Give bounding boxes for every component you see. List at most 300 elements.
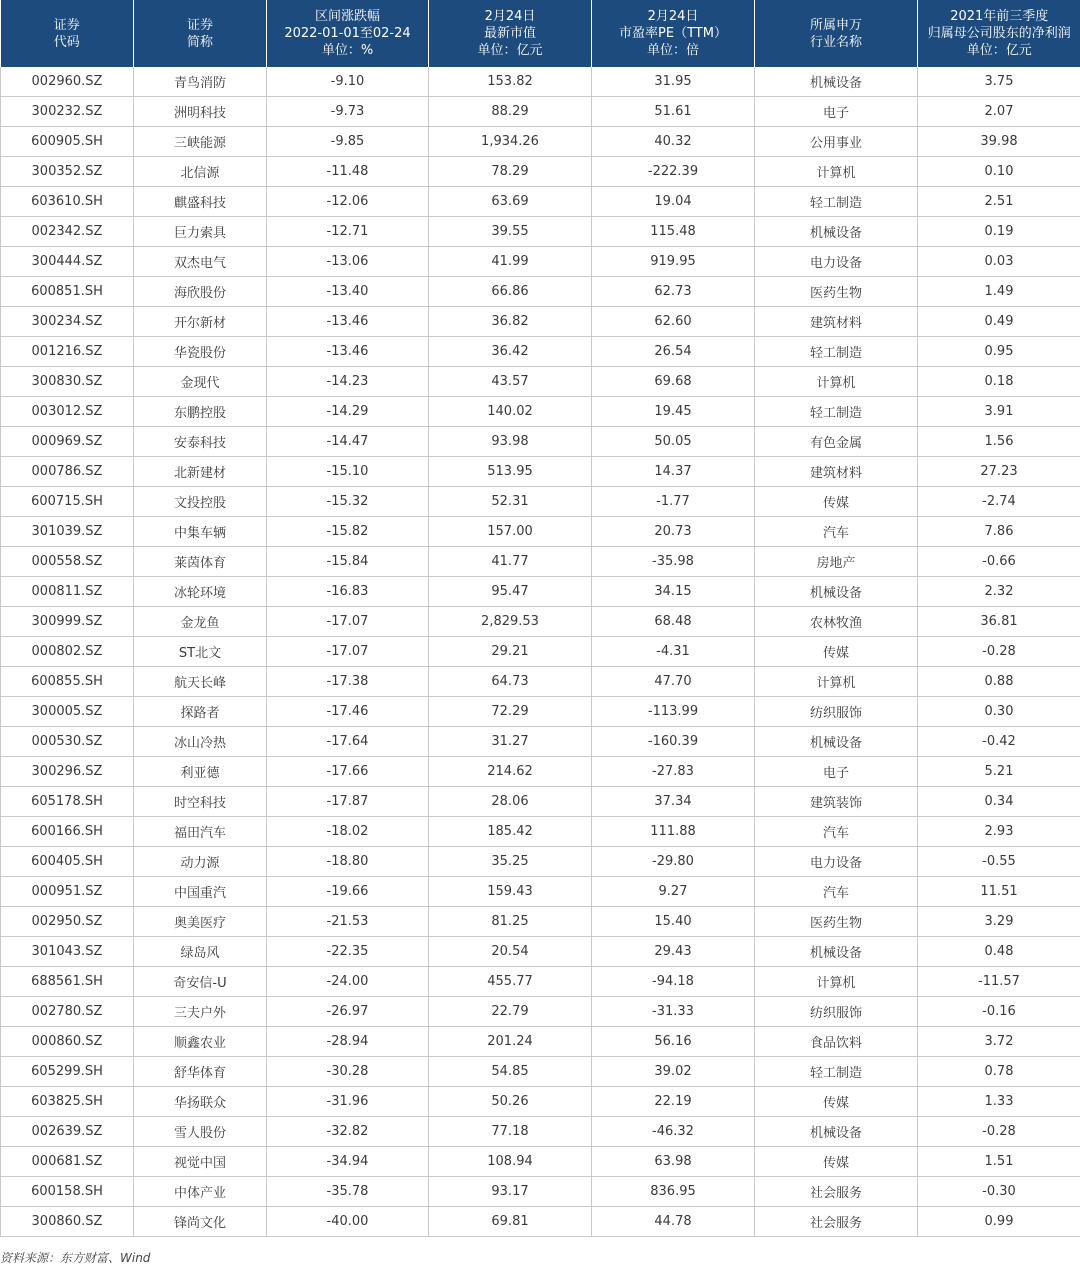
table-cell: 北新建材 <box>134 457 267 487</box>
table-cell: 机械设备 <box>755 217 918 247</box>
table-cell: 传媒 <box>755 487 918 517</box>
table-cell: -17.07 <box>267 637 429 667</box>
table-row <box>1 97 1080 127</box>
table-cell: -15.82 <box>267 517 429 547</box>
table-cell: -17.87 <box>267 787 429 817</box>
table-cell: 29.21 <box>429 637 592 667</box>
table-cell: 63.98 <box>592 1147 755 1177</box>
table-cell: 50.05 <box>592 427 755 457</box>
table-cell: 78.29 <box>429 157 592 187</box>
table-cell: -18.80 <box>267 847 429 877</box>
table-cell: 000811.SZ <box>1 577 134 607</box>
table-cell: 舒华体育 <box>134 1057 267 1087</box>
table-cell: 轻工制造 <box>755 187 918 217</box>
table-cell: 185.42 <box>429 817 592 847</box>
header-line: 归属母公司股东的净利润 <box>927 26 1071 41</box>
table-cell: -13.06 <box>267 247 429 277</box>
table-cell: -0.42 <box>918 727 1080 757</box>
table-cell: -9.73 <box>267 97 429 127</box>
table-cell: -12.06 <box>267 187 429 217</box>
table-cell: 41.77 <box>429 547 592 577</box>
table-cell: 汽车 <box>755 877 918 907</box>
header-line: 2021年前三季度 <box>950 9 1049 24</box>
table-cell: 159.43 <box>429 877 592 907</box>
table-cell: -94.18 <box>592 967 755 997</box>
table-cell: 2.32 <box>918 577 1080 607</box>
table-cell: 300860.SZ <box>1 1207 134 1237</box>
header-line: 2月24日 <box>647 9 699 24</box>
table-cell: 电子 <box>755 757 918 787</box>
table-cell: 28.06 <box>429 787 592 817</box>
table-cell: -15.32 <box>267 487 429 517</box>
table-cell: 62.73 <box>592 277 755 307</box>
table-row <box>1 607 1080 637</box>
table-cell: 金现代 <box>134 367 267 397</box>
table-row <box>1 1177 1080 1207</box>
table-cell: 机械设备 <box>755 67 918 97</box>
header-line: 单位：倍 <box>646 43 699 58</box>
table-cell: -24.00 <box>267 967 429 997</box>
table-cell: 社会服务 <box>755 1207 918 1237</box>
table-cell: 201.24 <box>429 1027 592 1057</box>
table-cell: 47.70 <box>592 667 755 697</box>
table-row <box>1 457 1080 487</box>
table-cell: -46.32 <box>592 1117 755 1147</box>
table-cell: 1.51 <box>918 1147 1080 1177</box>
table-body <box>1 67 1080 1237</box>
table-row <box>1 1027 1080 1057</box>
table-cell: 35.25 <box>429 847 592 877</box>
table-cell: 有色金属 <box>755 427 918 457</box>
table-cell: 锋尚文化 <box>134 1207 267 1237</box>
table-cell: 0.18 <box>918 367 1080 397</box>
table-cell: 食品饮料 <box>755 1027 918 1057</box>
table-cell: 机械设备 <box>755 1117 918 1147</box>
table-cell: 600158.SH <box>1 1177 134 1207</box>
table-cell: 37.34 <box>592 787 755 817</box>
table-cell: 600715.SH <box>1 487 134 517</box>
table-cell: 0.88 <box>918 667 1080 697</box>
table-cell: -34.94 <box>267 1147 429 1177</box>
table-cell: -0.28 <box>918 637 1080 667</box>
table-cell: 0.34 <box>918 787 1080 817</box>
table-cell: 3.29 <box>918 907 1080 937</box>
column-header <box>918 0 1080 67</box>
table-row <box>1 757 1080 787</box>
table-row <box>1 427 1080 457</box>
table-cell: -22.35 <box>267 937 429 967</box>
table-cell: -18.02 <box>267 817 429 847</box>
table-cell: 绿岛风 <box>134 937 267 967</box>
table-cell: 视觉中国 <box>134 1147 267 1177</box>
table-cell: 153.82 <box>429 67 592 97</box>
table-cell: 000951.SZ <box>1 877 134 907</box>
table-cell: 600855.SH <box>1 667 134 697</box>
table-cell: 56.16 <box>592 1027 755 1057</box>
table-cell: 300296.SZ <box>1 757 134 787</box>
table-cell: 计算机 <box>755 367 918 397</box>
table-cell: 688561.SH <box>1 967 134 997</box>
table-cell: 传媒 <box>755 1147 918 1177</box>
table-cell: 洲明科技 <box>134 97 267 127</box>
table-row <box>1 547 1080 577</box>
table-cell: 0.49 <box>918 307 1080 337</box>
table-cell: 002950.SZ <box>1 907 134 937</box>
table-cell: 社会服务 <box>755 1177 918 1207</box>
table-cell: 电力设备 <box>755 847 918 877</box>
table-row <box>1 1147 1080 1177</box>
header-line: 最新市值 <box>483 26 536 41</box>
table-cell: 214.62 <box>429 757 592 787</box>
table-cell: 31.27 <box>429 727 592 757</box>
table-cell: 93.98 <box>429 427 592 457</box>
table-row <box>1 517 1080 547</box>
table-cell: -19.66 <box>267 877 429 907</box>
source-note: 资料来源：东方财富、Wind <box>0 1251 151 1265</box>
table-cell: -17.64 <box>267 727 429 757</box>
table-cell: 19.45 <box>592 397 755 427</box>
table-cell: -15.84 <box>267 547 429 577</box>
table-cell: 农林牧渔 <box>755 607 918 637</box>
table-cell: 93.17 <box>429 1177 592 1207</box>
table-cell: 27.23 <box>918 457 1080 487</box>
table-cell: -13.40 <box>267 277 429 307</box>
column-header <box>592 0 755 67</box>
table-cell: 纺织服饰 <box>755 697 918 727</box>
table-cell: -17.38 <box>267 667 429 697</box>
table-cell: 利亚德 <box>134 757 267 787</box>
table-cell: 88.29 <box>429 97 592 127</box>
table-cell: 50.26 <box>429 1087 592 1117</box>
table-cell: -32.82 <box>267 1117 429 1147</box>
table-row <box>1 697 1080 727</box>
table-cell: -29.80 <box>592 847 755 877</box>
table-cell: 中体产业 <box>134 1177 267 1207</box>
table-cell: 300444.SZ <box>1 247 134 277</box>
header-line: 2月24日 <box>484 9 536 24</box>
table-cell: 7.86 <box>918 517 1080 547</box>
header-line: 所属申万 <box>809 17 862 33</box>
table-row <box>1 787 1080 817</box>
table-cell: 455.77 <box>429 967 592 997</box>
table-cell: -2.74 <box>918 487 1080 517</box>
table-cell: -15.10 <box>267 457 429 487</box>
table-cell: 机械设备 <box>755 937 918 967</box>
table-cell: 140.02 <box>429 397 592 427</box>
table-cell: 000786.SZ <box>1 457 134 487</box>
table-cell: 雪人股份 <box>134 1117 267 1147</box>
table-row <box>1 127 1080 157</box>
table-cell: 麒盛科技 <box>134 187 267 217</box>
table-cell: 公用事业 <box>755 127 918 157</box>
table-cell: -1.77 <box>592 487 755 517</box>
table-cell: -31.33 <box>592 997 755 1027</box>
table-cell: 22.19 <box>592 1087 755 1117</box>
table-cell: -11.48 <box>267 157 429 187</box>
table-cell: 44.78 <box>592 1207 755 1237</box>
table-cell: 传媒 <box>755 1087 918 1117</box>
table-cell: 北信源 <box>134 157 267 187</box>
table-row <box>1 1087 1080 1117</box>
table-cell: 26.54 <box>592 337 755 367</box>
table-header <box>1 0 1080 67</box>
table-cell: 0.78 <box>918 1057 1080 1087</box>
table-row <box>1 397 1080 427</box>
table-row <box>1 1057 1080 1087</box>
table-cell: 836.95 <box>592 1177 755 1207</box>
table-cell: -30.28 <box>267 1057 429 1087</box>
table-cell: 72.29 <box>429 697 592 727</box>
table-cell: 2.07 <box>918 97 1080 127</box>
table-cell: 64.73 <box>429 667 592 697</box>
table-cell: -21.53 <box>267 907 429 937</box>
table-cell: 机械设备 <box>755 727 918 757</box>
table-row <box>1 307 1080 337</box>
table-cell: 51.61 <box>592 97 755 127</box>
table-cell: 002780.SZ <box>1 997 134 1027</box>
header-line: 单位：亿元 <box>477 43 543 58</box>
table-cell: 纺织服饰 <box>755 997 918 1027</box>
table-cell: 汽车 <box>755 817 918 847</box>
table-cell: -17.07 <box>267 607 429 637</box>
table-cell: -17.46 <box>267 697 429 727</box>
table-cell: 300234.SZ <box>1 307 134 337</box>
table-cell: -14.29 <box>267 397 429 427</box>
table-cell: -28.94 <box>267 1027 429 1057</box>
table-row <box>1 247 1080 277</box>
table-cell: 605299.SH <box>1 1057 134 1087</box>
table-cell: 电力设备 <box>755 247 918 277</box>
table-row <box>1 157 1080 187</box>
table-cell: 电子 <box>755 97 918 127</box>
table-cell: 中国重汽 <box>134 877 267 907</box>
table-cell: 605178.SH <box>1 787 134 817</box>
table-cell: 000802.SZ <box>1 637 134 667</box>
table-row <box>1 367 1080 397</box>
table-cell: 东鹏控股 <box>134 397 267 427</box>
table-cell: 计算机 <box>755 157 918 187</box>
table-cell: 航天长峰 <box>134 667 267 697</box>
table-cell: 003012.SZ <box>1 397 134 427</box>
table-cell: 115.48 <box>592 217 755 247</box>
column-header <box>429 0 592 67</box>
column-header <box>755 0 918 67</box>
table-cell: 002960.SZ <box>1 67 134 97</box>
table-cell: 动力源 <box>134 847 267 877</box>
table-cell: -9.10 <box>267 67 429 97</box>
table-cell: 11.51 <box>918 877 1080 907</box>
table-cell: -0.66 <box>918 547 1080 577</box>
table-cell: -9.85 <box>267 127 429 157</box>
table-cell: 14.37 <box>592 457 755 487</box>
table-cell: 0.30 <box>918 697 1080 727</box>
table-cell: 轻工制造 <box>755 337 918 367</box>
table-cell: -0.16 <box>918 997 1080 1027</box>
table-cell: 36.42 <box>429 337 592 367</box>
table-cell: 43.57 <box>429 367 592 397</box>
table-cell: -14.23 <box>267 367 429 397</box>
table-row <box>1 487 1080 517</box>
table-cell: 39.02 <box>592 1057 755 1087</box>
table-row <box>1 877 1080 907</box>
table-cell: 0.95 <box>918 337 1080 367</box>
table-cell: 时空科技 <box>134 787 267 817</box>
table-cell: -12.71 <box>267 217 429 247</box>
table-cell: 513.95 <box>429 457 592 487</box>
table-cell: 002639.SZ <box>1 1117 134 1147</box>
table-cell: 1.33 <box>918 1087 1080 1117</box>
table-cell: 建筑装饰 <box>755 787 918 817</box>
header-line: 2022-01-01至02-24 <box>284 26 411 41</box>
table-cell: 000558.SZ <box>1 547 134 577</box>
table-row <box>1 817 1080 847</box>
table-cell: 0.48 <box>918 937 1080 967</box>
table-cell: -13.46 <box>267 337 429 367</box>
table-cell: 63.69 <box>429 187 592 217</box>
table-cell: 2.51 <box>918 187 1080 217</box>
table-cell: 安泰科技 <box>134 427 267 457</box>
table-cell: 海欣股份 <box>134 277 267 307</box>
table-cell: -0.55 <box>918 847 1080 877</box>
table-cell: -13.46 <box>267 307 429 337</box>
table-cell: 传媒 <box>755 637 918 667</box>
table-cell: 603610.SH <box>1 187 134 217</box>
table-row <box>1 1117 1080 1147</box>
table-row <box>1 937 1080 967</box>
table-cell: 68.48 <box>592 607 755 637</box>
table-cell: 600405.SH <box>1 847 134 877</box>
table-row <box>1 67 1080 97</box>
table-cell: 603825.SH <box>1 1087 134 1117</box>
table-cell: 111.88 <box>592 817 755 847</box>
table-cell: 600851.SH <box>1 277 134 307</box>
table-cell: 15.40 <box>592 907 755 937</box>
table-cell: 002342.SZ <box>1 217 134 247</box>
table-row <box>1 217 1080 247</box>
table-cell: 巨力索具 <box>134 217 267 247</box>
table-cell: 41.99 <box>429 247 592 277</box>
table-cell: 81.25 <box>429 907 592 937</box>
table-cell: -0.28 <box>918 1117 1080 1147</box>
table-cell: -26.97 <box>267 997 429 1027</box>
table-cell: 919.95 <box>592 247 755 277</box>
table-cell: 奥美医疗 <box>134 907 267 937</box>
table-cell: 000860.SZ <box>1 1027 134 1057</box>
table-cell: 莱茵体育 <box>134 547 267 577</box>
table-cell: 9.27 <box>592 877 755 907</box>
table-cell: ST北文 <box>134 637 267 667</box>
table-cell: 双杰电气 <box>134 247 267 277</box>
table-cell: 顺鑫农业 <box>134 1027 267 1057</box>
table-cell: 69.81 <box>429 1207 592 1237</box>
table-cell: 轻工制造 <box>755 397 918 427</box>
table-cell: 3.91 <box>918 397 1080 427</box>
table-cell: 3.72 <box>918 1027 1080 1057</box>
table-cell: 301043.SZ <box>1 937 134 967</box>
table-cell: 39.98 <box>918 127 1080 157</box>
table-cell: 0.99 <box>918 1207 1080 1237</box>
table-cell: -17.66 <box>267 757 429 787</box>
table-cell: 青鸟消防 <box>134 67 267 97</box>
table-cell: 300999.SZ <box>1 607 134 637</box>
table-cell: -0.30 <box>918 1177 1080 1207</box>
table-cell: 000681.SZ <box>1 1147 134 1177</box>
header-line: 简称 <box>186 34 213 50</box>
table-row <box>1 577 1080 607</box>
table-cell: 000530.SZ <box>1 727 134 757</box>
table-cell: -40.00 <box>267 1207 429 1237</box>
table-cell: 华瓷股份 <box>134 337 267 367</box>
table-cell: 31.95 <box>592 67 755 97</box>
table-row <box>1 337 1080 367</box>
table-cell: 52.31 <box>429 487 592 517</box>
column-header <box>267 0 429 67</box>
table-cell: 300005.SZ <box>1 697 134 727</box>
table-cell: 医药生物 <box>755 277 918 307</box>
table-cell: 中集车辆 <box>134 517 267 547</box>
table-cell: 1,934.26 <box>429 127 592 157</box>
table-cell: 001216.SZ <box>1 337 134 367</box>
table-cell: 20.73 <box>592 517 755 547</box>
table-cell: 000969.SZ <box>1 427 134 457</box>
table-cell: 300232.SZ <box>1 97 134 127</box>
column-header <box>1 0 134 67</box>
table-row <box>1 907 1080 937</box>
table-cell: 5.21 <box>918 757 1080 787</box>
header-row <box>1 0 1080 67</box>
table-row <box>1 847 1080 877</box>
table-cell: 157.00 <box>429 517 592 547</box>
table-cell: 金龙鱼 <box>134 607 267 637</box>
table-cell: 2.93 <box>918 817 1080 847</box>
table-cell: 轻工制造 <box>755 1057 918 1087</box>
table-cell: -160.39 <box>592 727 755 757</box>
header-line: 市盈率PE（TTM） <box>619 26 727 41</box>
column-header <box>134 0 267 67</box>
table-cell: 冰轮环境 <box>134 577 267 607</box>
table-cell: 108.94 <box>429 1147 592 1177</box>
table-cell: -222.39 <box>592 157 755 187</box>
table-cell: 三夫户外 <box>134 997 267 1027</box>
header-line: 代码 <box>53 34 80 50</box>
table-cell: 300352.SZ <box>1 157 134 187</box>
table-row <box>1 967 1080 997</box>
table-cell: 医药生物 <box>755 907 918 937</box>
table-cell: -27.83 <box>592 757 755 787</box>
table-cell: -35.78 <box>267 1177 429 1207</box>
table-cell: 39.55 <box>429 217 592 247</box>
table-cell: 福田汽车 <box>134 817 267 847</box>
header-line: 证券 <box>53 17 80 33</box>
header-line: 行业名称 <box>809 34 862 50</box>
table-cell: 机械设备 <box>755 577 918 607</box>
table-cell: 600166.SH <box>1 817 134 847</box>
table-cell: 40.32 <box>592 127 755 157</box>
header-line: 单位：亿元 <box>966 43 1032 58</box>
table-cell: 2,829.53 <box>429 607 592 637</box>
table-cell: 77.18 <box>429 1117 592 1147</box>
table-cell: 0.10 <box>918 157 1080 187</box>
table-row <box>1 727 1080 757</box>
table-row <box>1 997 1080 1027</box>
table-row <box>1 277 1080 307</box>
table-cell: 建筑材料 <box>755 307 918 337</box>
table-cell: 文投控股 <box>134 487 267 517</box>
table-cell: 66.86 <box>429 277 592 307</box>
table-cell: 计算机 <box>755 667 918 697</box>
header-line: 区间涨跌幅 <box>314 9 380 24</box>
table-row <box>1 667 1080 697</box>
